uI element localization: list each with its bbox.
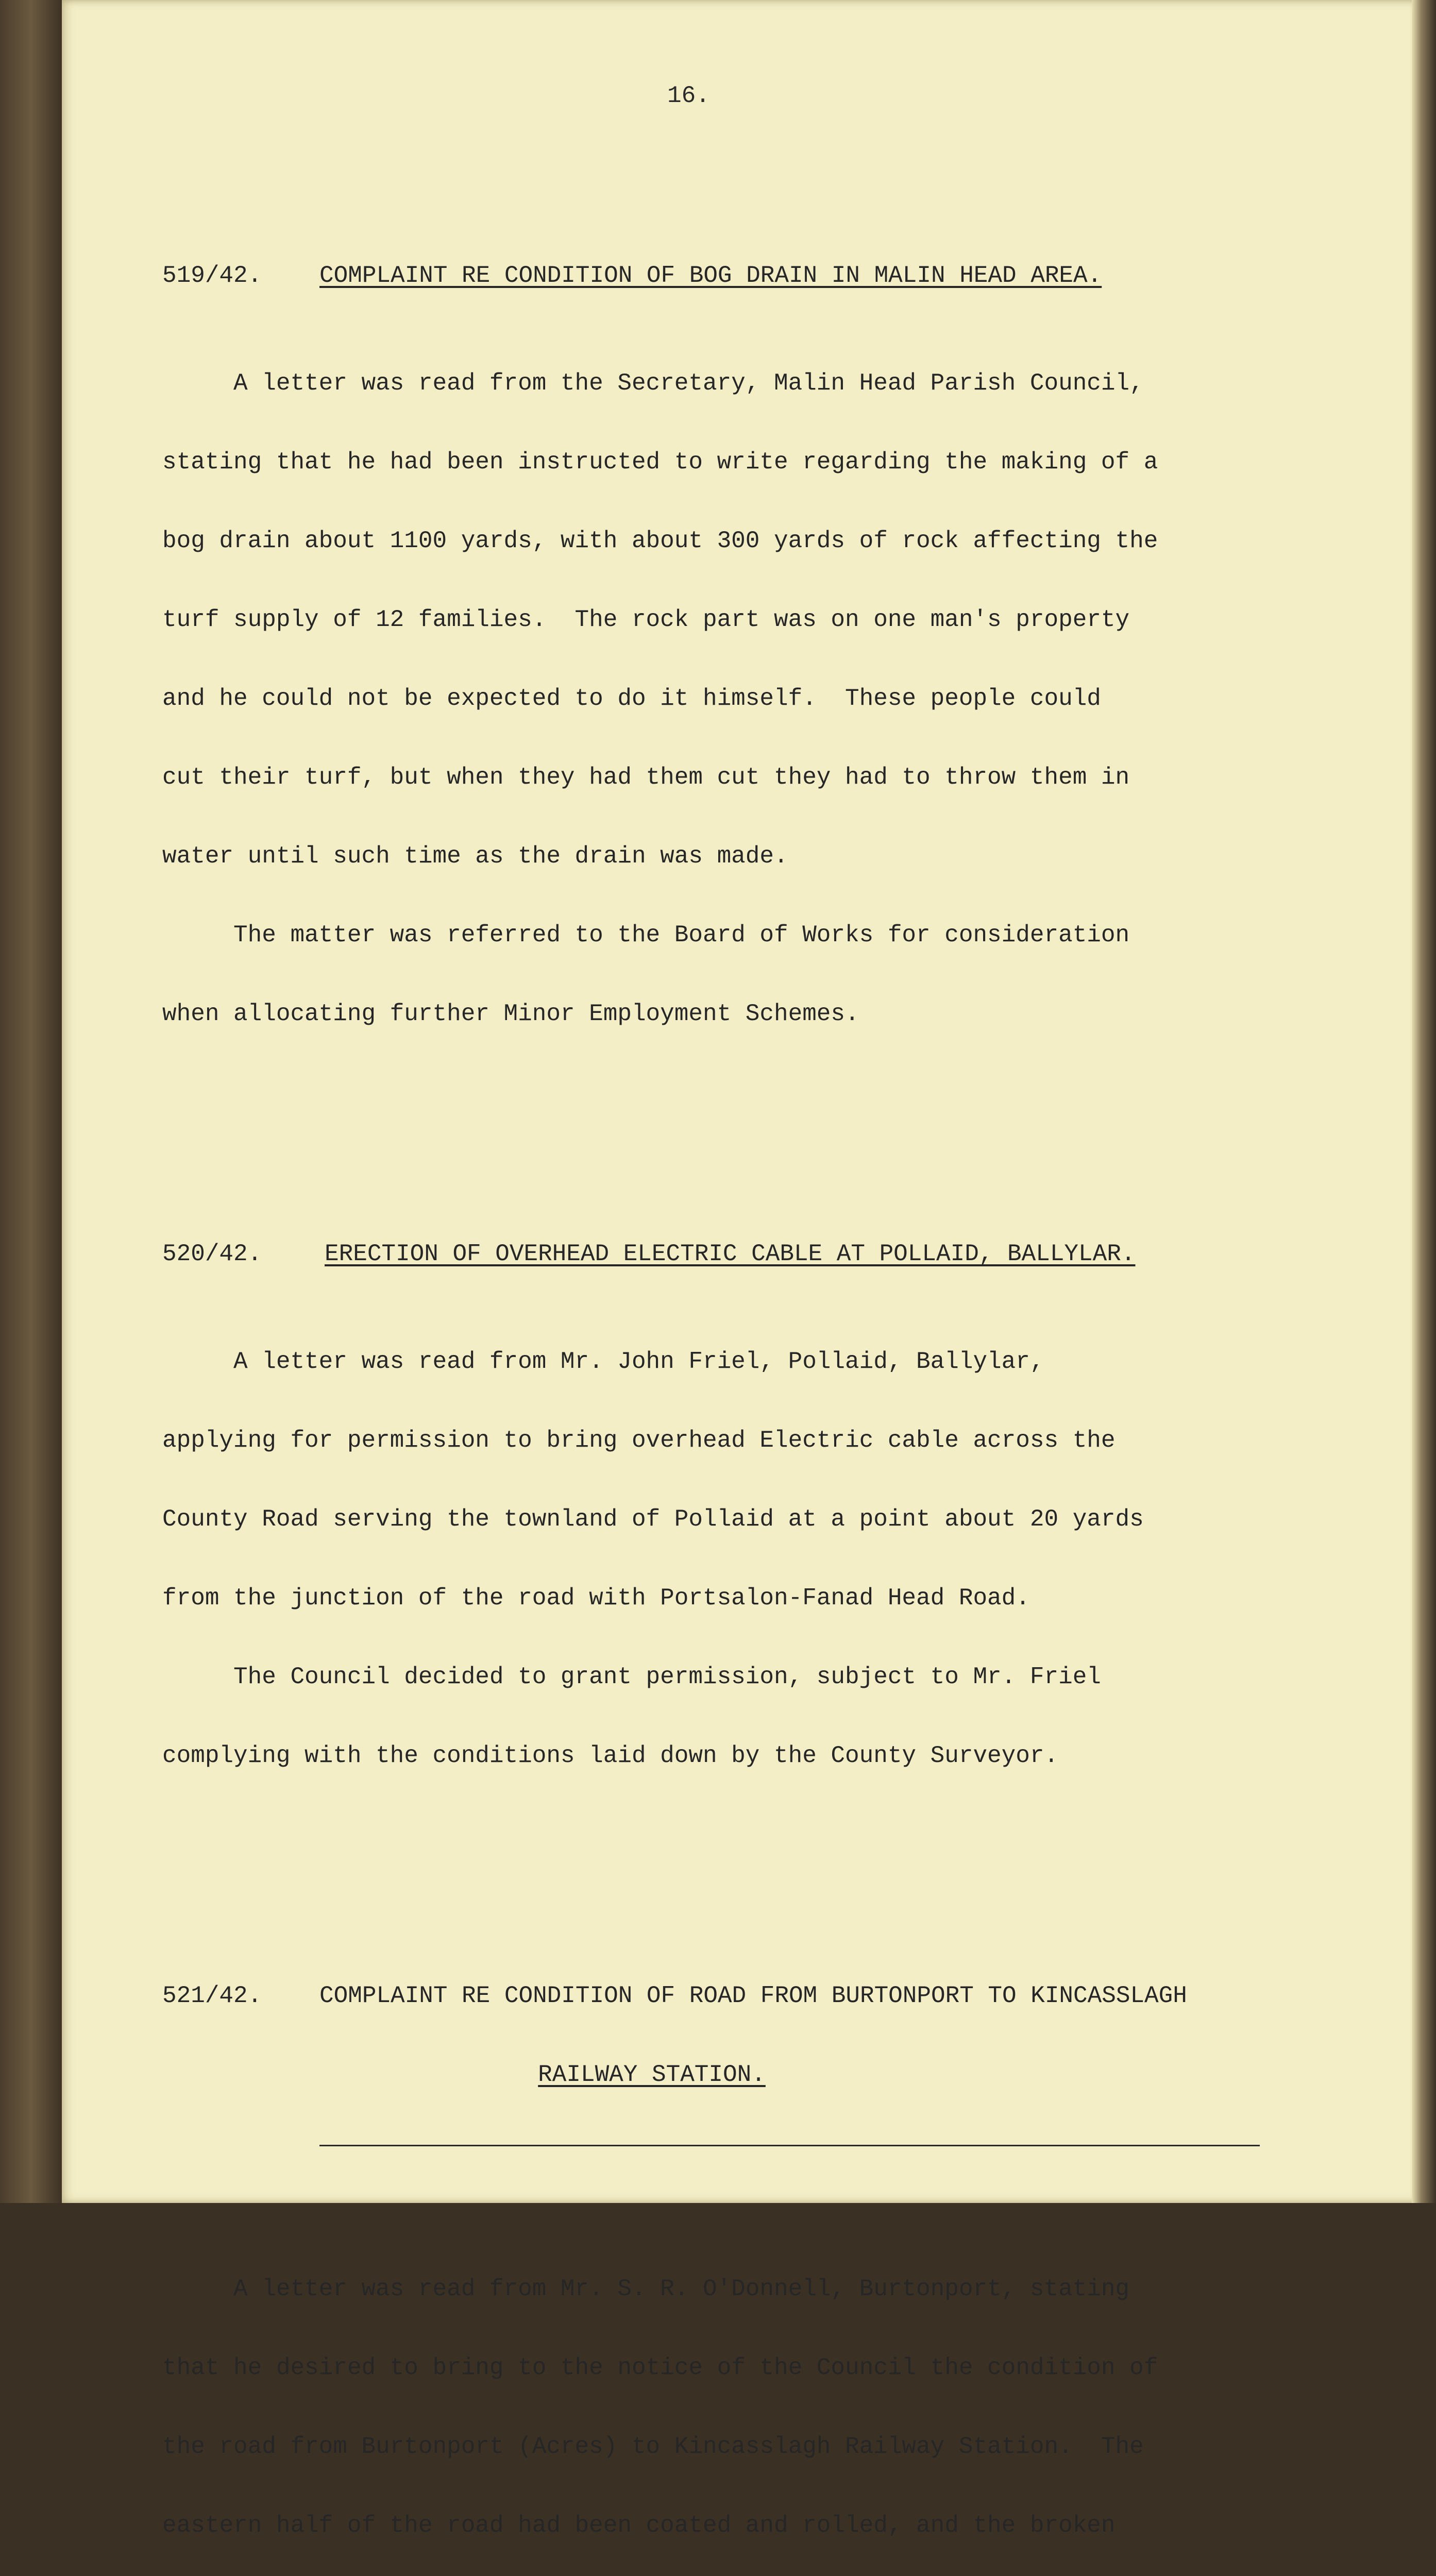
item-heading [162,1983,1260,2009]
body-line: turf supply of 12 families. The rock part was on one man's property [162,606,1130,633]
page-edge [1412,0,1436,2203]
minutes-content [162,131,1260,2576]
body-line: A letter was read from the Secretary, Malin Head Parish Council, [162,370,1144,397]
body-line: and he could not be expected to do it himself. These people could [162,685,1101,712]
body-line: The matter was referred to the Board of Works for consideration [162,922,1130,948]
body-line: The Council decided to grant permission, subject to Mr. Friel [162,1664,1101,1690]
body-line: from the junction of the road with Portsalon-Fanad Head Road. [162,1585,1030,1612]
body-line: County Road serving the townland of Pollaid at a point about 20 yards [162,1506,1144,1533]
item-heading [162,1241,1260,1267]
minute-item-520 [162,1189,1260,1822]
body-line: bog drain about 1100 yards, with about 300 yards of rock affecting the [162,528,1158,554]
body-line: A letter was read from Mr. S. R. O'Donnell, Burtonport, stating [162,2276,1130,2302]
item-number: 521/42. [162,1982,262,2009]
item-heading [162,263,1260,289]
body-line: A letter was read from Mr. John Friel, Pollaid, Ballylar, [162,1348,1044,1375]
body-line: water until such time as the drain was made. [162,843,788,870]
item-title: COMPLAINT RE CONDITION OF ROAD FROM BURTONPORT TO KINCASSLAGH [319,1982,1187,2009]
item-number: 519/42. [162,262,262,289]
minute-item-521 [162,1930,1260,2576]
minute-item-519 [162,210,1260,1080]
body-line: cut their turf, but when they had them cut they had to throw them in [162,764,1130,791]
heading-rule [319,2141,1260,2146]
body-line: eastern half of the road had been coated and rolled, and the broken [162,2512,1116,2539]
item-title: ERECTION OF OVERHEAD ELECTRIC CABLE AT POLLAID, BALLYLAR. [325,1241,1136,1267]
body-line: that he desired to bring to the notice of the Council the condition of [162,2354,1158,2381]
body-line: when allocating further Minor Employment Schemes. [162,1001,859,1027]
item-title: COMPLAINT RE CONDITION OF BOG DRAIN IN MALIN HEAD AREA. [319,262,1102,289]
body-line: the road from Burtonport (Acres) to Kincasslagh Railway Station. The [162,2433,1144,2460]
body-line: complying with the conditions laid down by the County Surveyor. [162,1742,1059,1769]
body-line: stating that he had been instructed to write regarding the making of a [162,449,1158,476]
body-line: applying for permission to bring overhead Electric cable across the [162,1427,1116,1454]
item-number: 520/42. [162,1241,262,1267]
item-title-line2: RAILWAY STATION. [538,2061,766,2088]
page-number: 16. [667,82,710,109]
